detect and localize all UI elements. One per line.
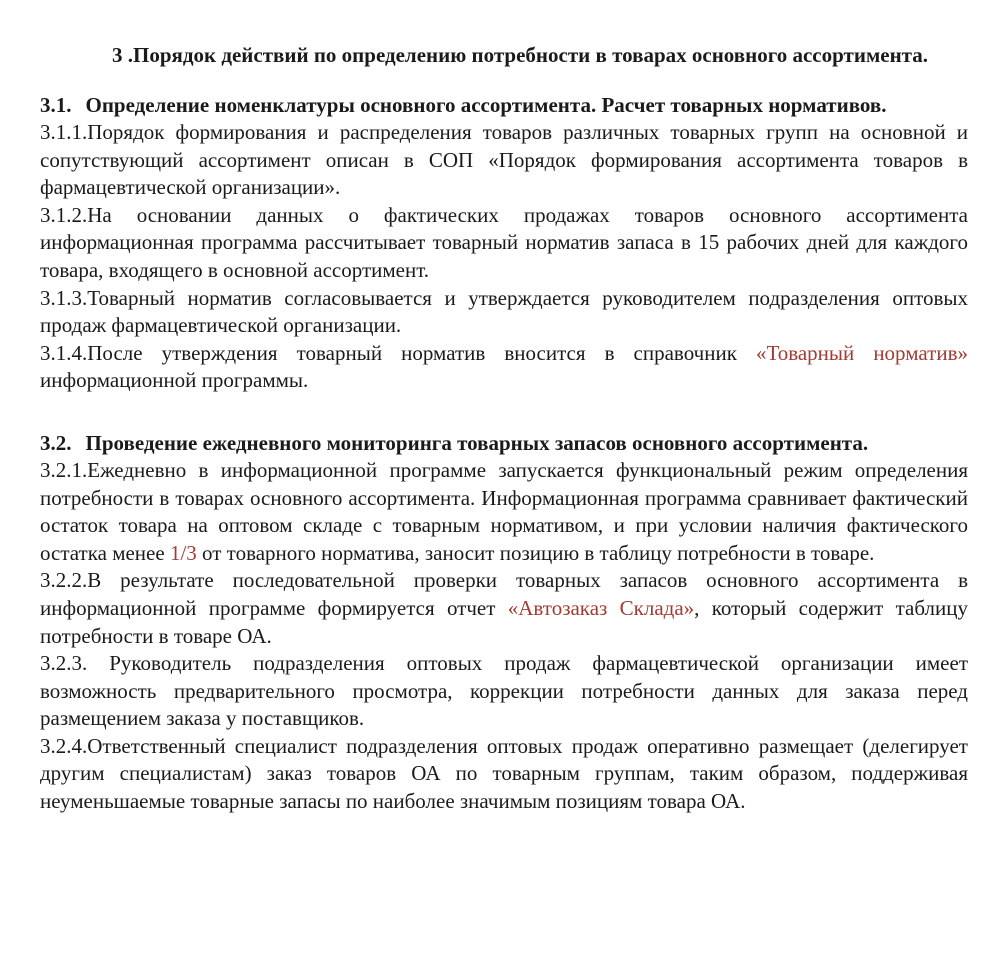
section-3-1 — [40, 92, 968, 395]
section-heading-text: Определение номенклатуры основного ассортимента. Расчет товарных нормативов. — [85, 93, 887, 117]
section-heading — [40, 430, 968, 457]
paragraph-3-1-2: 3.1.2.На основании данных о фактических продажах товаров основного ассортимента информационная программа рассчитывает товарный норматив запаса в 15 рабочих дней для каждого товара, входящего в основной ассортимент. — [40, 202, 968, 282]
paragraph-3-2-3: 3.2.3. Руководитель подразделения оптовых продаж фармацевтической организации имеет возможность предварительного просмотра, коррекции потребности данных для заказа перед размещением заказа у поставщиков. — [40, 651, 968, 731]
section-number: 3.2. — [40, 430, 72, 455]
document-page — [40, 40, 968, 816]
paragraph-3-1-3: 3.1.3.Товарный норматив согласовывается и утверждается руководителем подразделения оптовых продаж фармацевтической организации. — [40, 285, 968, 338]
threshold-value: 1/3 — [169, 540, 197, 565]
paragraph-3-1-1: 3.1.1.Порядок формирования и распределения товаров различных товарных групп на основной и сопутствующий ассортимент описан в СОП «Порядок формирования ассортимента товаров в фармацевтической организации». — [40, 120, 968, 200]
paragraph-text: информационной программы. — [40, 368, 309, 393]
paragraph-3-1-4 — [40, 340, 968, 395]
section-number: 3.1. — [40, 93, 72, 117]
paragraph-text: от товарного норматива, заносит позицию в таблицу потребности в товаре. — [196, 540, 875, 565]
paragraph-text: 3.2.2.В результате последовательной проверки товарных запасов основного ассортимента в информационной программе формируется отчет — [40, 568, 968, 620]
paragraph-text: 3.1.4.После утверждения товарный норматив вносится в справочник — [40, 340, 756, 365]
paragraph-text: 3.2.1.Ежедневно в информационной программе запускается функциональный режим определения потребности в товарах основного ассортимента. Информационная программа сравнивает фактический остаток товара на оптовом складе с товарным нормативом, и при условии наличия фактического остатка менее — [40, 457, 968, 565]
document-title: 3 .Порядок действий по определению потребности в товарах основного ассортимента. — [112, 43, 928, 67]
report-reference: «Автозаказ Склада» — [507, 595, 695, 620]
paragraph-text: , который содержит таблицу потребности в товаре ОА. — [40, 595, 968, 648]
section-heading — [40, 92, 968, 119]
section-3-2 — [40, 430, 968, 816]
section-heading-text: Проведение ежедневного мониторинга товарных запасов основного ассортимента. — [85, 430, 869, 455]
paragraph-3-2-2 — [40, 567, 968, 650]
paragraph-3-2-4: 3.2.4.Ответственный специалист подразделения оптовых продаж оперативно размещает (делегирует другим специалистам) заказ товаров ОА по товарным группам, таким образом, поддерживая неуменьшаемые товарные запасы по наиболее значимым позициям товара ОА. — [40, 733, 968, 814]
paragraph-3-2-1 — [40, 457, 968, 567]
reference-link: «Товарный норматив» — [755, 340, 968, 365]
